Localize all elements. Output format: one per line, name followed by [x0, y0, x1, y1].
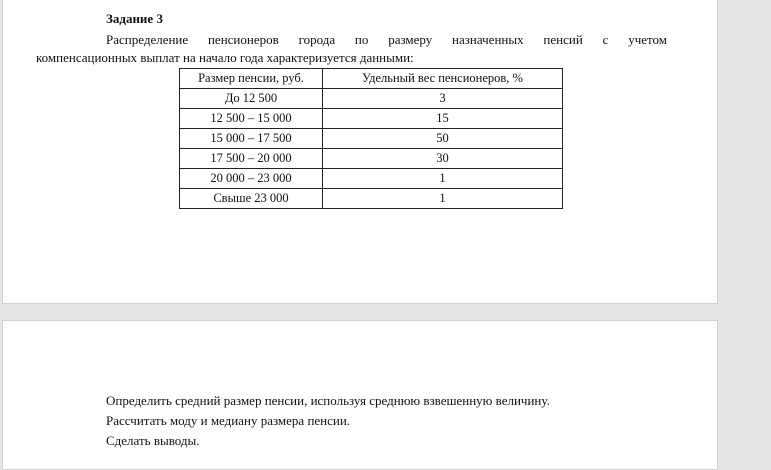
table-cell: 20 000 – 23 000	[180, 169, 323, 189]
table-header-cell: Удельный вес пенсионеров, %	[323, 69, 563, 89]
document-page-2	[2, 320, 718, 470]
table-cell: До 12 500	[180, 89, 323, 109]
instruction-line: Определить средний размер пенсии, используя среднюю взвешенную величину.	[106, 393, 550, 408]
table-cell: 15	[323, 109, 563, 129]
task-instructions	[106, 391, 550, 451]
pension-distribution-table	[179, 68, 563, 209]
instruction-line: Сделать выводы.	[106, 433, 200, 448]
table-cell: 15 000 – 17 500	[180, 129, 323, 149]
table-row	[180, 189, 563, 209]
document-page-1	[2, 0, 718, 304]
table-cell: 17 500 – 20 000	[180, 149, 323, 169]
task-heading: Задание 3	[106, 11, 163, 26]
table-cell: Свыше 23 000	[180, 189, 323, 209]
table-row	[180, 149, 563, 169]
table-cell: 12 500 – 15 000	[180, 109, 323, 129]
table-cell: 30	[323, 149, 563, 169]
task-description-line-2: компенсационных выплат на начало года характеризуется данными:	[36, 50, 414, 65]
table-header-cell: Размер пенсии, руб.	[180, 69, 323, 89]
table-cell: 50	[323, 129, 563, 149]
table-header-row	[180, 69, 563, 89]
table-cell: 1	[323, 189, 563, 209]
instruction-line: Рассчитать моду и медиану размера пенсии.	[106, 413, 351, 428]
table-row	[180, 169, 563, 189]
table-row	[180, 89, 563, 109]
task-description	[36, 31, 667, 67]
task-description-line-1: Распределение пенсионеров города по размеру назначенных пенсий с учетом	[106, 32, 667, 47]
table-cell: 3	[323, 89, 563, 109]
table-row	[180, 129, 563, 149]
table-cell: 1	[323, 169, 563, 189]
table-row	[180, 109, 563, 129]
